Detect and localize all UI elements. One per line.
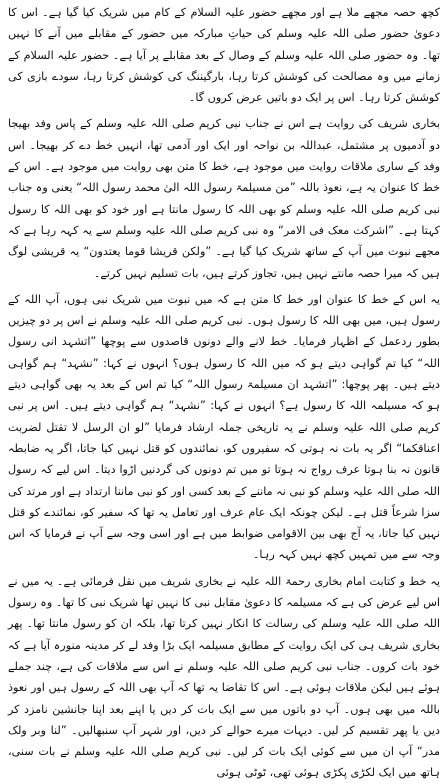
paragraph-1: کچھ حصہ مجھے ملا ہے اور مجھے حضور علیہ السلام کے کام میں شریک کیا گیا ہے۔ اس کا دعویٰ حضور صلی اللہ علیہ وسلم کی حیاتِ مبارکہ میں حضور کے مقابلے میں آنے کا نہیں تھا۔ وہ حضور صلی اللہ علیہ وسلم کے وصال کے بعد مقابلے پر آیا ہے۔ حضور علیہ السلام کے زمانے میں وہ مصالحت کی کوشش کرتا رہا، بارگیننگ کی کوشش کرتا رہا، سودے بازی کی کوشش کرتا رہا۔ اس پر ایک دو باتیں عرض کروں گا۔	[8, 6, 440, 105]
paragraph-3: یہ اس کے خط کا عنوان اور خط کا متن ہے کہ میں نبوت میں شریک نبی ہوں، آپ اللہ کے رسول ہیں، میں بھی اللہ کا رسول ہوں۔ نبی کریم صلی اللہ علیہ وسلم نے اس پر دو چیزیں بطور ردعمل کے اظہار فرمایا۔ خط لانے والے دونوں قاصدوں سے پوچھا ”اتشہد انی رسول اللہ“ کیا تم گواہی دیتے ہو کہ میں اللہ کا رسول ہوں؟ انہوں نے کہا: ”نشہد“ ہم گواہی دیتے ہیں۔ پھر پوچھا: ”اتشہد ان مسیلمۃ رسول اللہ“ کیا تم اس کے بعد یہ بھی گواہی دیتے ہو کہ مسیلمہ اللہ کا رسول ہے؟ انہوں نے کہا: ”نشہد“ ہم گواہی دیتے ہیں۔ اس پر نبی کریم صلی اللہ علیہ وسلم نے یہ تاریخی جملہ ارشاد فرمایا ”لو ان الرسل لا تقتل لضربت اعناقکما“ اگر یہ بات نہ ہوتی کہ سفیروں کو، نمائندوں کو قتل نہیں کیا جاتا، اگر یہ ضابطہ قانون نہ بنا ہوتا عرف رواج نہ ہوتا تو میں تم دونوں کی گردنیں اڑوا دیتا۔ اس لیے کہ رسول اللہ صلی اللہ علیہ وسلم کو نبی نہ ماننے کے بعد کسی اور کو نبی ماننا ارتداد ہے اور مرتد کی سزا شرعاً قتل ہے۔ لیکن چونکہ ایک عام عرف اور تعامل یہ تھا کہ سفیر کو، نمائندے کو قتل نہیں کیا جاتا، یہ آج بھی بین الاقوامی ضوابط میں ہے اور اسی وجہ سے آپ نے فرمایا کہ اس وجہ سے میں تمہیں کچھ نہیں کہہ رہا۔	[8, 292, 440, 562]
paragraph-2: بخاری شریف کی روایت ہے اس نے جناب نبی کریم صلی اللہ علیہ وسلم کے پاس وفد بھیجا دو آدمیوں پر مشتمل، عبداللہ بن نواحہ اور ایک اور آدمی تھا، انہیں خط دے کر بھیجا۔ اس وفد کے ساری ملاقات روایت میں موجود ہے، خط کا متن بھی روایت میں موجود ہے۔ اس کے خط کا عنوان یہ ہے، نعوذ باللہ ”من مسیلمۃ رسول اللہ الیٰ محمد رسول اللہ“ یعنی وہ جناب نبی کریم صلی اللہ علیہ وسلم کو بھی اللہ کا رسول مانتا ہے اور خود کو بھی اللہ کا رسول کہتا ہے۔ ”اشرکت معک فی الامر“ وہ نبی کریم صلی اللہ علیہ وسلم سے یہ کہہ رہا ہے کہ مجھے نبوت میں آپ کے ساتھ شریک کیا گیا ہے۔ ”ولکن قریشا قوما یعتدون“ یہ قریشی لوگ ہیں کہ میرا حصہ مانتے نہیں ہیں، تجاوز کرتے ہیں، بات تسلیم نہیں کرتے۔	[8, 117, 440, 280]
paragraph-4: یہ خط و کتابت امام بخاری رحمۃ اللہ علیہ نے بخاری شریف میں نقل فرمائی ہے۔ یہ میں نے اس لیے عرض کی ہے کہ مسیلمہ کا دعویٰ مقابل نبی کا نہیں تھا شریک نبی کا تھا۔ وہ رسول اللہ صلی اللہ علیہ وسلم کی رسالت کا انکار نہیں کرتا تھا، بلکہ ان کو رسول مانتا تھا۔ پھر بخاری شریف ہی کی ایک روایت کے مطابق مسیلمہ ایک بڑا وفد لے کر مدینہ منورہ آیا ہے کہ خود بات کروں۔ جناب نبی کریم صلی اللہ علیہ وسلم نے اس سے ملاقات کی ہے، چند جملے ہوئے ہیں لیکن ملاقات ہوئی ہے۔ اس کا تقاضا یہ تھا کہ آپ بھی اللہ کے رسول ہیں اور نعوذ باللہ میں بھی ہوں۔ آپ دو باتوں میں سے ایک بات کر دیں یا اپنے بعد اپنا جانشین نامزد کر دیں یا پھر تقسیم کر لیں۔ دیہات میرے حوالے کر دیں، اور شہر آپ سنبھالیں۔ ”لنا وبر ولک مدر“ آپ ان میں سے کوئی ایک بات کر لیں۔ نبی کریم صلی اللہ علیہ وسلم نے بات سنی، ہاتھ میں ایک لکڑی پکڑی ہوئی تھی، ٹوٹی ہوئی	[8, 574, 440, 780]
